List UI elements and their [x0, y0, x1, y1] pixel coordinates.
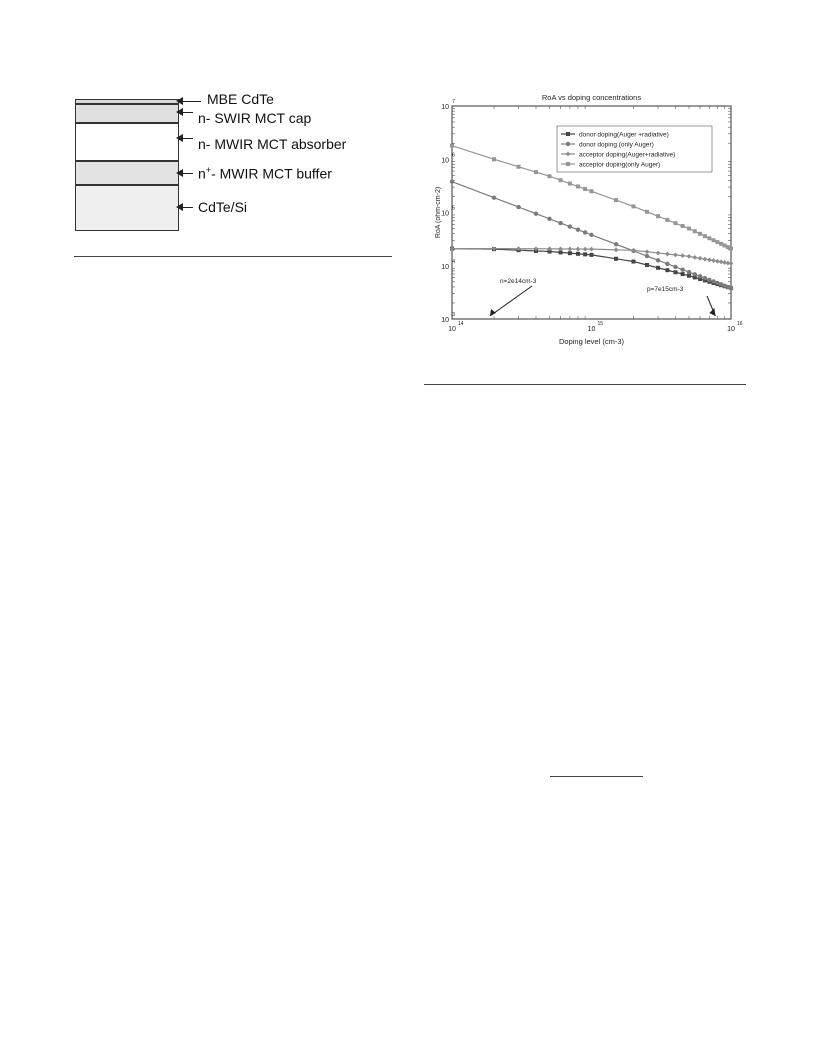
y-tick-exponent: 4: [452, 258, 455, 265]
series-point-1: [614, 242, 618, 246]
chart-title: RoA vs doping concentrations: [541, 93, 642, 102]
series-point-3: [673, 221, 677, 225]
series-point-3: [614, 198, 618, 202]
left-figure-rule: [74, 256, 392, 257]
series-point-3: [583, 187, 587, 191]
series-point-0: [583, 252, 587, 256]
layer-mwir-buffer: [75, 161, 179, 185]
series-point-1: [711, 279, 715, 283]
x-tick-exponent: 15: [597, 321, 604, 327]
series-point-0: [590, 253, 594, 257]
y-tick-exponent: 7: [452, 99, 455, 105]
series-point-3: [687, 227, 691, 231]
series-point-1: [729, 286, 733, 290]
series-point-0: [687, 274, 691, 278]
series-point-1: [534, 211, 538, 215]
series-point-0: [673, 270, 677, 274]
series-point-3: [450, 144, 454, 148]
series-point-0: [568, 251, 572, 255]
series-point-0: [656, 266, 660, 270]
series-point-3: [719, 242, 723, 246]
y-tick-label: 10: [441, 104, 449, 111]
legend-label-1: donor doping (only Auger): [579, 141, 654, 149]
label-swir-cap: n- SWIR MCT cap: [198, 110, 312, 126]
series-point-3: [517, 165, 521, 169]
series-point-3: [559, 178, 563, 182]
series-point-3: [568, 182, 572, 186]
series-point-1: [547, 217, 551, 221]
series-point-1: [516, 205, 520, 209]
annotation-n-doping: n=2e14cm-3: [500, 278, 537, 285]
y-tick-exponent: 5: [452, 205, 455, 212]
series-point-0: [614, 257, 618, 261]
y-axis-label: RoA (ohm-cm-2): [435, 186, 442, 239]
right-figure-rule: [424, 384, 746, 385]
series-point-3: [534, 170, 538, 174]
y-tick-exponent: 6: [452, 152, 455, 159]
y-tick-label: 10: [441, 263, 449, 271]
series-point-1: [665, 262, 669, 266]
footnote-rule: [550, 776, 643, 777]
x-tick-exponent: 16: [737, 321, 743, 327]
legend-label-3: acceptor doping(only Auger): [579, 161, 661, 169]
series-point-0: [645, 263, 649, 267]
series-point-1: [703, 276, 707, 280]
series-point-0: [681, 272, 685, 276]
series-point-3: [715, 240, 719, 244]
series-point-3: [698, 232, 702, 236]
layer-swir-cap: [75, 104, 179, 123]
y-tick-exponent: 3: [452, 312, 455, 318]
layer-cdte-si: [75, 185, 179, 231]
x-tick-label: 10: [727, 326, 735, 333]
x-tick-label: 10: [448, 326, 456, 333]
series-point-3: [631, 204, 635, 208]
series-point-1: [558, 221, 562, 225]
roa-chart: [435, 88, 755, 360]
x-tick-exponent: 14: [458, 321, 464, 327]
series-point-1: [583, 230, 587, 234]
series-point-1: [576, 228, 580, 232]
series-point-1: [568, 224, 572, 228]
roa-chart-svg: [435, 88, 755, 360]
label-mbe-cdte: MBE CdTe: [207, 91, 274, 107]
series-point-3: [590, 189, 594, 193]
annotation-p-doping: p=7e15cm-3: [647, 286, 684, 293]
series-point-1: [687, 270, 691, 274]
layer-structure-diagram: [75, 91, 405, 236]
series-point-3: [703, 234, 707, 238]
series-point-3: [681, 224, 685, 228]
series-point-3: [729, 247, 733, 251]
series-point-3: [707, 236, 711, 240]
legend-marker-1: [566, 142, 570, 146]
series-point-1: [450, 179, 454, 183]
y-tick-label: 10: [441, 317, 449, 324]
series-point-1: [693, 272, 697, 276]
legend-marker-0: [566, 132, 570, 136]
y-tick-label: 10: [441, 210, 449, 218]
x-axis-label: Doping level (cm-3): [558, 337, 625, 346]
legend-label-0: donor doping(Auger +radiative): [579, 131, 669, 139]
series-point-3: [656, 214, 660, 218]
series-point-1: [707, 278, 711, 282]
series-point-1: [698, 274, 702, 278]
series-point-3: [693, 229, 697, 233]
legend-label-2: acceptor doping(Auger+radiative): [579, 151, 676, 159]
series-point-3: [576, 184, 580, 188]
series-point-3: [492, 157, 496, 161]
x-tick-label: 10: [587, 326, 596, 333]
series-point-1: [680, 267, 684, 271]
series-point-3: [665, 218, 669, 222]
label-mwir-buffer: n+- MWIR MCT buffer: [198, 165, 332, 182]
series-point-3: [548, 174, 552, 178]
series-point-1: [673, 265, 677, 269]
series-point-0: [576, 252, 580, 256]
legend-marker-3: [566, 162, 570, 166]
series-point-1: [645, 254, 649, 258]
series-point-1: [589, 233, 593, 237]
series-point-0: [631, 260, 635, 264]
series-point-1: [656, 258, 660, 262]
series-point-3: [645, 210, 649, 214]
label-cdte-si: CdTe/Si: [198, 199, 248, 215]
y-tick-label: 10: [441, 157, 449, 165]
label-mwir-absorber: n- MWIR MCT absorber: [198, 136, 347, 152]
layer-mwir-absorber: [75, 123, 179, 161]
series-point-3: [712, 238, 716, 242]
series-point-1: [492, 195, 496, 199]
series-point-0: [665, 268, 669, 272]
